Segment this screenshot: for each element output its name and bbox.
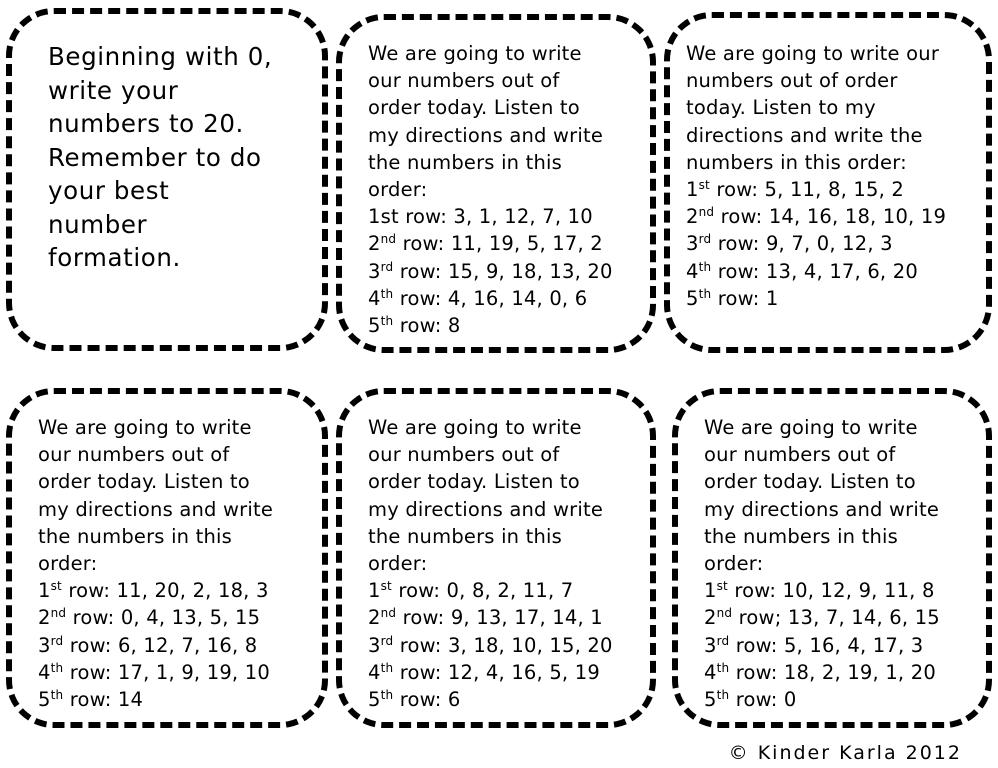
row-instruction: [704, 686, 972, 713]
instruction-line: directions and write the: [686, 123, 923, 147]
instruction-line: the numbers in this: [368, 150, 563, 174]
row-number: 2: [368, 232, 381, 256]
instruction-line: order:: [38, 552, 98, 576]
row-label: row:: [711, 286, 766, 310]
row-label: row:: [393, 660, 448, 684]
row-label: row:: [729, 633, 784, 657]
row-label: row:: [396, 232, 451, 256]
row-instruction: [368, 632, 636, 659]
row-values: 14, 16, 18, 10, 19: [768, 205, 947, 229]
card-line: formation.: [48, 243, 181, 272]
row-ordinal-suffix: nd: [380, 606, 397, 621]
row-instruction: [38, 632, 308, 659]
row-label: row:: [727, 579, 783, 603]
row-number: 4: [704, 660, 717, 684]
instruction-line: We are going to write our: [686, 42, 940, 65]
row-values: 6, 12, 7, 16, 8: [117, 633, 258, 657]
row-number: 4: [368, 660, 381, 684]
row-label: row:: [709, 178, 765, 202]
card-line: write your: [48, 75, 179, 105]
row-label: row:: [393, 688, 448, 712]
row-label: row:: [396, 606, 451, 630]
row-instruction: [38, 659, 308, 686]
row-instruction: [368, 659, 636, 686]
row-label: row:: [63, 633, 118, 657]
instruction-line: We are going to write: [368, 416, 582, 439]
row-number: 5: [704, 688, 717, 712]
row-ordinal-suffix: nd: [698, 205, 715, 220]
instruction-line: numbers in this order:: [686, 150, 907, 174]
card-line: number: [48, 209, 148, 239]
instruction-line: order today. Listen to: [704, 470, 916, 494]
row-instruction: [368, 203, 636, 230]
task-card-6: [672, 388, 992, 728]
instruction-line: our numbers out of: [368, 69, 560, 93]
row-label: row:: [711, 232, 766, 256]
row-label: row:: [729, 660, 784, 684]
row-number: 3: [38, 633, 51, 657]
row-instruction: [38, 604, 308, 631]
row-instruction: [704, 604, 972, 631]
instruction-line: today. Listen to my: [686, 96, 876, 120]
row-label: row:: [393, 314, 448, 338]
card-line: Remember to do: [48, 142, 262, 172]
row-values: 3, 1, 12, 7, 10: [453, 205, 593, 229]
row-ordinal-suffix: th: [698, 259, 712, 274]
row-ordinal-suffix: rd: [380, 259, 394, 274]
row-label: row:: [714, 205, 769, 229]
row-number: 1: [368, 205, 381, 229]
row-label: row:: [398, 205, 454, 229]
row-ordinal-suffix: th: [716, 688, 730, 703]
row-label: row:: [66, 606, 121, 630]
instruction-line: order today. Listen to: [38, 470, 250, 494]
row-ordinal-suffix: th: [50, 660, 64, 675]
row-ordinal-suffix: th: [380, 314, 394, 329]
row-instruction: [686, 176, 972, 203]
instruction-line: our numbers out of: [704, 443, 896, 467]
row-instruction: [38, 686, 308, 713]
row-ordinal-suffix: th: [698, 286, 712, 301]
row-ordinal-suffix: rd: [380, 633, 394, 648]
copyright-notice: © Kinder Karla 2012: [728, 742, 962, 764]
instruction-line: order:: [368, 178, 428, 202]
row-number: 2: [368, 606, 381, 630]
row-label: row:: [61, 579, 117, 603]
row-number: 3: [686, 232, 699, 256]
row-ordinal-suffix: st: [716, 579, 728, 594]
row-ordinal-suffix: nd: [50, 606, 67, 621]
row-values: 11, 19, 5, 17, 2: [450, 232, 603, 256]
row-values: 5, 11, 8, 15, 2: [764, 178, 904, 202]
card-1-text: [48, 40, 308, 275]
row-instruction: [704, 577, 972, 604]
row-instruction: [704, 632, 972, 659]
row-number: 3: [704, 633, 717, 657]
row-label: row:: [393, 259, 448, 283]
card-4-text: [38, 414, 308, 713]
row-values: 5, 16, 4, 17, 3: [783, 633, 924, 657]
row-number: 3: [368, 633, 381, 657]
row-instruction: [686, 230, 972, 257]
card-3-text: [686, 40, 972, 312]
row-number: 3: [368, 259, 381, 283]
row-values: 12, 4, 16, 5, 19: [447, 660, 600, 684]
row-ordinal-suffix: th: [380, 660, 394, 675]
row-instruction: [368, 285, 636, 312]
row-instruction: [368, 604, 636, 631]
row-values: 13, 4, 17, 6, 20: [765, 259, 918, 283]
row-instruction: [704, 659, 972, 686]
row-label: row:: [729, 688, 784, 712]
row-values: 0, 4, 13, 5, 15: [120, 606, 261, 630]
row-instruction: [368, 686, 636, 713]
card-6-text: [704, 414, 972, 713]
row-values: 11, 20, 2, 18, 3: [116, 579, 269, 603]
row-number: 2: [38, 606, 51, 630]
row-ordinal-suffix: st: [50, 579, 62, 594]
instruction-line: my directions and write: [368, 123, 604, 147]
instruction-line: our numbers out of: [368, 443, 560, 467]
row-label: row;: [732, 606, 788, 630]
row-number: 5: [686, 286, 699, 310]
row-ordinal-suffix: nd: [716, 606, 733, 621]
card-line: your best: [48, 176, 170, 205]
row-ordinal-suffix: th: [380, 286, 394, 301]
row-instruction: [368, 312, 636, 339]
row-label: row:: [391, 579, 447, 603]
row-number: 5: [368, 688, 381, 712]
row-instruction: [686, 285, 972, 312]
row-instruction: [368, 230, 636, 257]
instruction-line: numbers out of order: [686, 69, 898, 93]
instruction-line: order today. Listen to: [368, 96, 580, 120]
row-label: row:: [393, 286, 448, 310]
row-number: 2: [704, 606, 717, 630]
row-number: 4: [686, 259, 699, 283]
instruction-line: the numbers in this: [368, 524, 563, 548]
row-values: 15, 9, 18, 13, 20: [447, 259, 613, 283]
row-number: 4: [368, 286, 381, 310]
row-number: 1: [38, 579, 51, 603]
instruction-line: my directions and write: [38, 497, 274, 521]
instruction-line: order today. Listen to: [368, 470, 580, 494]
row-values: 18, 2, 19, 1, 20: [783, 660, 936, 684]
row-label: row:: [63, 660, 118, 684]
instruction-line: the numbers in this: [704, 524, 899, 548]
row-instruction: [686, 203, 972, 230]
row-instruction: [686, 258, 972, 285]
task-card-2: [336, 14, 656, 353]
task-card-5: [336, 388, 656, 728]
row-values: 17, 1, 9, 19, 10: [117, 660, 270, 684]
row-ordinal-suffix: th: [50, 688, 64, 703]
card-line: numbers to 20.: [48, 109, 244, 138]
row-values: 9, 13, 17, 14, 1: [450, 606, 603, 630]
instruction-line: my directions and write: [704, 497, 940, 521]
card-line: Beginning with 0,: [48, 42, 273, 71]
row-instruction: [38, 577, 308, 604]
row-values: 4, 16, 14, 0, 6: [447, 286, 588, 310]
instruction-line: We are going to write: [704, 416, 918, 439]
row-ordinal-suffix: rd: [698, 232, 712, 247]
row-values: 10, 12, 9, 11, 8: [782, 579, 935, 603]
row-label: row:: [711, 259, 766, 283]
row-ordinal-suffix: st: [698, 178, 710, 193]
row-instruction: [368, 577, 636, 604]
row-values: 0: [783, 688, 797, 712]
row-values: 1: [765, 286, 779, 310]
task-card-1: [6, 8, 328, 351]
instruction-line: the numbers in this: [38, 524, 233, 548]
card-5-text: [368, 414, 636, 713]
row-ordinal-suffix: rd: [716, 633, 730, 648]
task-card-4: [6, 388, 328, 728]
task-card-3: [664, 12, 992, 353]
row-number: 1: [686, 178, 699, 202]
instruction-line: order:: [704, 552, 764, 576]
row-number: 1: [704, 579, 717, 603]
row-ordinal-suffix: nd: [380, 232, 397, 247]
instruction-line: order:: [368, 552, 428, 576]
row-ordinal-suffix: st: [380, 579, 392, 594]
instruction-line: We are going to write: [38, 416, 252, 439]
row-number: 1: [368, 579, 381, 603]
row-values: 3, 18, 10, 15, 20: [447, 633, 613, 657]
row-ordinal-suffix: rd: [50, 633, 64, 648]
row-values: 8: [447, 314, 461, 338]
row-instruction: [368, 258, 636, 285]
row-values: 14: [117, 688, 144, 712]
row-values: 13, 7, 14, 6, 15: [787, 606, 940, 630]
row-number: 4: [38, 660, 51, 684]
row-number: 2: [686, 205, 699, 229]
row-label: row:: [63, 688, 118, 712]
instruction-line: We are going to write: [368, 42, 582, 65]
row-values: 6: [447, 688, 461, 712]
row-ordinal-suffix: th: [716, 660, 730, 675]
card-2-text: [368, 40, 636, 339]
row-number: 5: [38, 688, 51, 712]
instruction-line: our numbers out of: [38, 443, 230, 467]
row-ordinal-suffix: st: [380, 205, 399, 229]
row-values: 9, 7, 0, 12, 3: [765, 232, 893, 256]
instruction-line: my directions and write: [368, 497, 604, 521]
row-label: row:: [393, 633, 448, 657]
row-ordinal-suffix: th: [380, 688, 394, 703]
row-number: 5: [368, 314, 381, 338]
row-values: 0, 8, 2, 11, 7: [446, 579, 574, 603]
